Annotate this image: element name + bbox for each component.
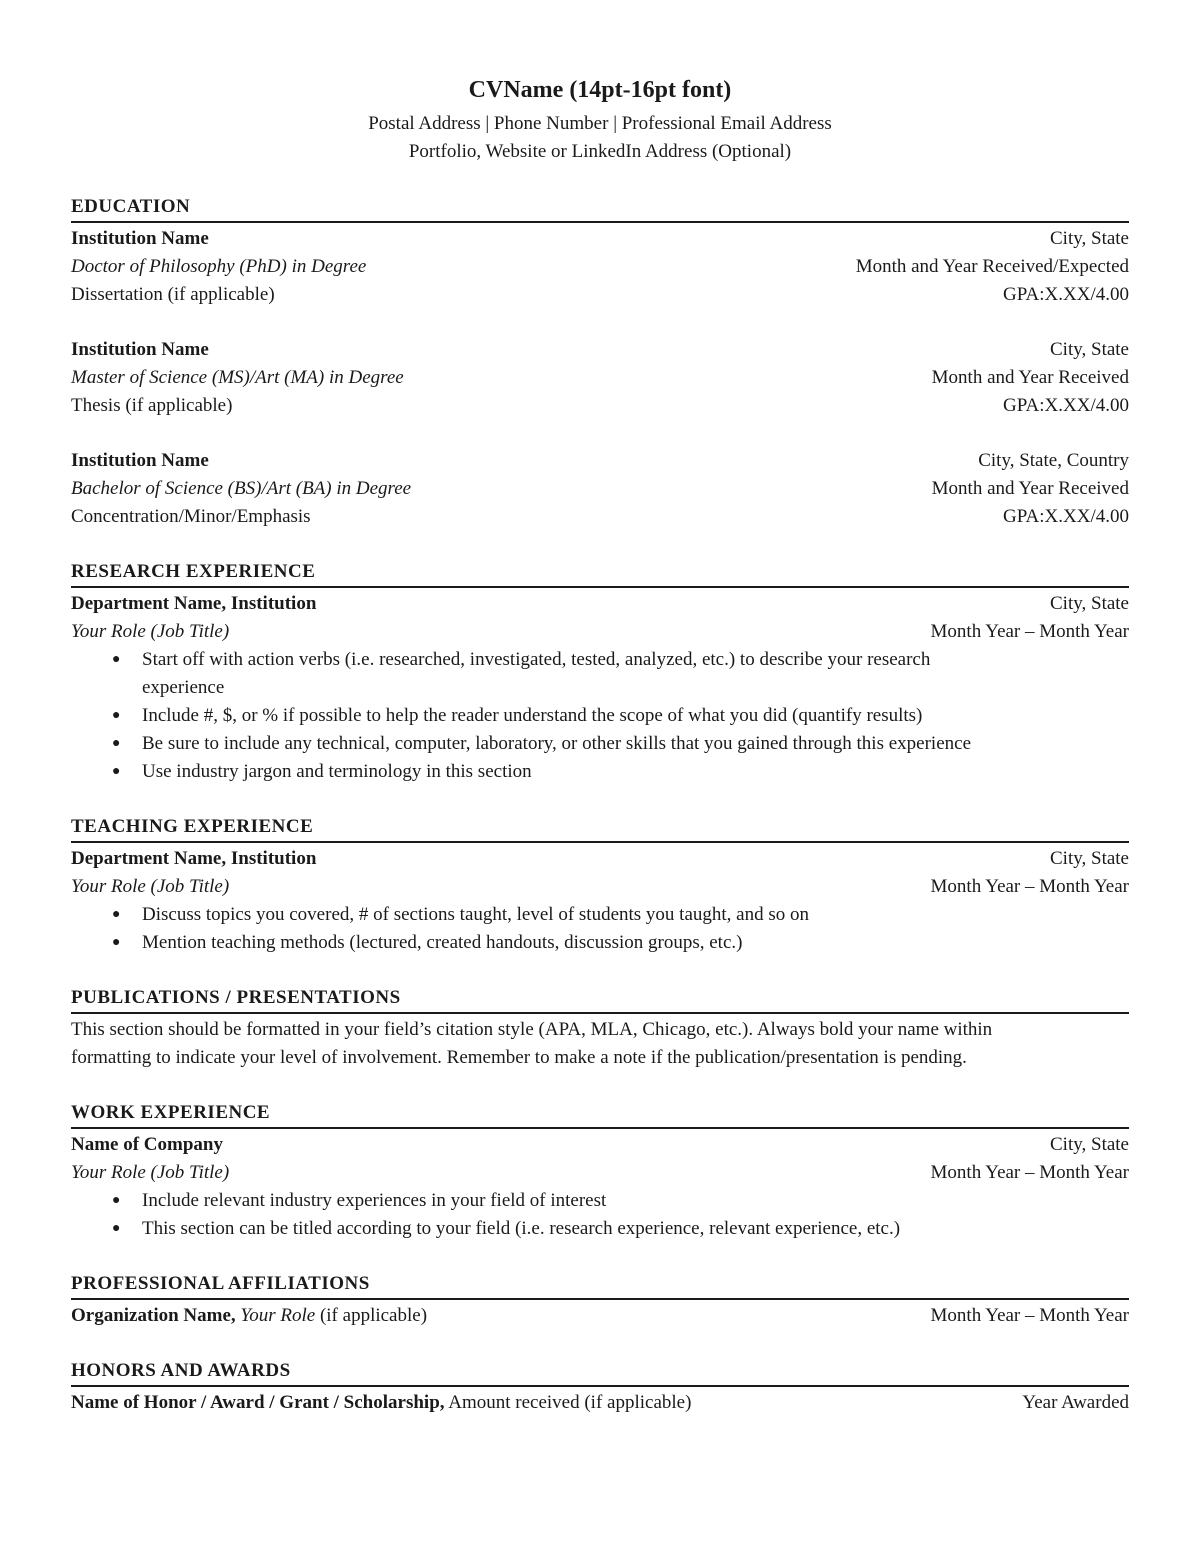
bullet-icon: ● (112, 907, 121, 922)
work-org: Name of Company (71, 1134, 223, 1155)
teaching-org: Department Name, Institution (71, 848, 317, 869)
affiliations-section (71, 1270, 1129, 1330)
institution-name: Institution Name (71, 450, 209, 471)
list-item: ● Use industry jargon and terminology in this section (71, 758, 1129, 786)
bullet-icon: ● (112, 652, 121, 667)
list-item: ● This section can be titled according to your field (i.e. research experience, relevant experience, etc.) (71, 1215, 1129, 1243)
degree: Doctor of Philosophy (PhD) in Degree (71, 256, 367, 277)
section-title-affiliations: PROFESSIONAL AFFILIATIONS (71, 1270, 1129, 1300)
degree: Master of Science (MS)/Art (MA) in Degree (71, 367, 404, 388)
honor-year: Year Awarded (1022, 1392, 1129, 1413)
publications-section (71, 984, 1129, 1072)
honor-note: Amount received (if applicable) (448, 1392, 692, 1413)
section-title-teaching: TEACHING EXPERIENCE (71, 813, 1129, 843)
teaching-bullets (71, 901, 1129, 957)
bullet-icon: ● (112, 1221, 121, 1236)
section-title-work: WORK EXPERIENCE (71, 1099, 1129, 1129)
gpa: GPA:X.XX/4.00 (1003, 284, 1129, 305)
research-role: Your Role (Job Title) (71, 621, 230, 642)
research-location: City, State (1050, 593, 1129, 614)
bullet-icon: ● (112, 935, 121, 950)
bullet-icon: ● (112, 736, 121, 751)
honor-line (71, 1389, 691, 1417)
degree-date: Month and Year Received (931, 367, 1129, 388)
affiliation-org: Organization Name, (71, 1305, 236, 1326)
degree-detail: Concentration/Minor/Emphasis (71, 506, 311, 527)
work-dates: Month Year – Month Year (930, 1162, 1129, 1183)
list-item: ● Include #, $, or % if possible to help the reader understand the scope of what you did (quantify results) (71, 702, 1129, 730)
gpa: GPA:X.XX/4.00 (1003, 395, 1129, 416)
education-section (71, 193, 1129, 531)
cv-name: CVName (14pt-16pt font) (468, 77, 732, 103)
bullet-icon: ● (112, 708, 121, 723)
list-item: ● Include relevant industry experiences in your field of interest (71, 1187, 1129, 1215)
research-dates: Month Year – Month Year (930, 621, 1129, 642)
affiliation-note: (if applicable) (319, 1305, 428, 1326)
research-bullets (71, 646, 1129, 786)
teaching-section (71, 813, 1129, 957)
cv-page (71, 70, 1129, 1417)
teaching-location: City, State (1050, 848, 1129, 869)
bullet-icon: ● (112, 1193, 121, 1208)
publications-text-line-2: formatting to indicate your level of involvement. Remember to make a note if the publication/presentation is pending. (71, 1047, 967, 1068)
section-title-publications: PUBLICATIONS / PRESENTATIONS (71, 984, 1129, 1014)
education-entry (71, 225, 1129, 309)
education-entry (71, 447, 1129, 531)
degree-date: Month and Year Received/Expected (855, 256, 1129, 277)
institution-location: City, State (1050, 339, 1129, 360)
affiliation-line (71, 1302, 427, 1330)
research-org: Department Name, Institution (71, 593, 317, 614)
teaching-dates: Month Year – Month Year (930, 876, 1129, 897)
section-title-research: RESEARCH EXPERIENCE (71, 558, 1129, 588)
degree-date: Month and Year Received (931, 478, 1129, 499)
institution-location: City, State (1050, 228, 1129, 249)
section-title-education: EDUCATION (71, 193, 1129, 223)
teaching-role: Your Role (Job Title) (71, 876, 230, 897)
research-section (71, 558, 1129, 786)
list-item: ● Discuss topics you covered, # of sections taught, level of students you taught, and so on (71, 901, 1129, 929)
work-section (71, 1099, 1129, 1243)
affiliation-role: Your Role (240, 1305, 316, 1326)
list-item: ● Be sure to include any technical, computer, laboratory, or other skills that you gained through this experience (71, 730, 1129, 758)
contact-line-2: Portfolio, Website or LinkedIn Address (Optional) (408, 141, 792, 162)
work-bullets (71, 1187, 1129, 1243)
section-title-honors: HONORS AND AWARDS (71, 1357, 1129, 1387)
affiliation-dates: Month Year – Month Year (930, 1305, 1129, 1326)
list-item: ● Start off with action verbs (i.e. researched, investigated, tested, analyzed, etc.) to describe your research experience (71, 646, 1129, 702)
bullet-icon: ● (112, 764, 121, 779)
honor-name: Name of Honor / Award / Grant / Scholarship, (71, 1392, 445, 1413)
institution-name: Institution Name (71, 339, 209, 360)
degree-detail: Dissertation (if applicable) (71, 284, 275, 305)
work-role: Your Role (Job Title) (71, 1162, 230, 1183)
degree-detail: Thesis (if applicable) (71, 395, 233, 416)
institution-location: City, State, Country (978, 450, 1129, 471)
gpa: GPA:X.XX/4.00 (1003, 506, 1129, 527)
contact-line-1: Postal Address | Phone Number | Professional Email Address (368, 113, 832, 134)
institution-name: Institution Name (71, 228, 209, 249)
cv-header (71, 70, 1129, 166)
education-entry (71, 336, 1129, 420)
work-location: City, State (1050, 1134, 1129, 1155)
honors-section (71, 1357, 1129, 1417)
degree: Bachelor of Science (BS)/Art (BA) in Degree (71, 478, 412, 499)
publications-text-line-1: This section should be formatted in your field’s citation style (APA, MLA, Chicago, etc.). Always bold your name within (71, 1019, 993, 1040)
list-item: ● Mention teaching methods (lectured, created handouts, discussion groups, etc.) (71, 929, 1129, 957)
